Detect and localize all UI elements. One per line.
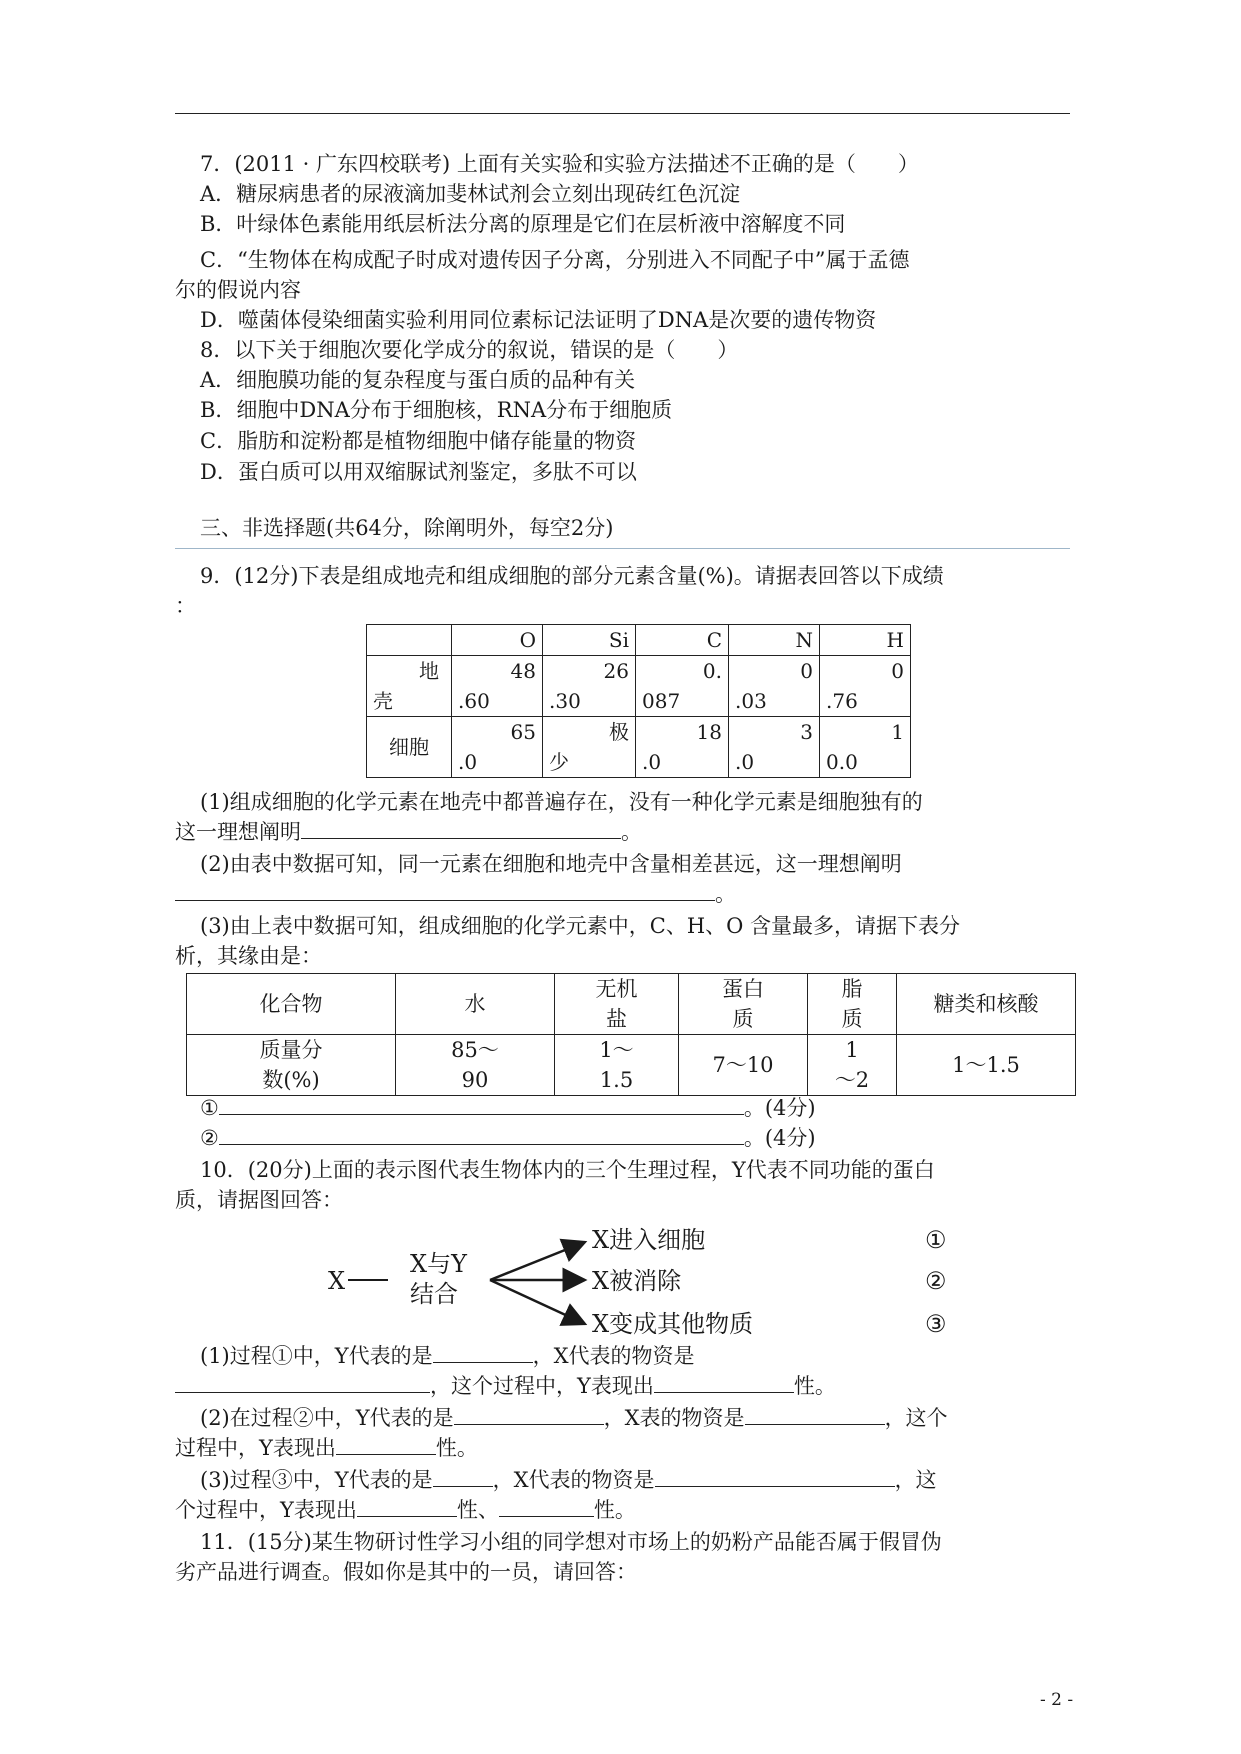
q10-part3: (3)过程③中，Y代表的是 ，X代表的物资是 ，这 <box>200 1468 937 1492</box>
table-row <box>367 625 911 656</box>
q9-blank-1: ① 。(4分) <box>200 1096 816 1120</box>
q7-stem: 7．(2011 · 广东四校联考) 上面有关实验和实验方法描述不正确的是（ ） <box>200 152 919 176</box>
answer-blank[interactable] <box>301 818 621 839</box>
diagram-outcome-1: X进入细胞 <box>592 1226 706 1254</box>
table-header-cell: H <box>820 625 911 656</box>
table-header-cell: 糖类和核酸 <box>897 974 1076 1035</box>
answer-blank[interactable] <box>655 1466 895 1487</box>
answer-blank[interactable] <box>454 1404 604 1425</box>
answer-blank[interactable] <box>219 1094 744 1115</box>
diagram-marker-2: ② <box>925 1267 947 1295</box>
answer-blank[interactable] <box>219 1124 744 1145</box>
q8-option-b: B．细胞中DNA分布于细胞核，RNA分布于细胞质 <box>200 398 673 422</box>
table-cell: 1～1.5 <box>897 1035 1076 1096</box>
table-header-cell: Si <box>543 625 636 656</box>
q9-part2-cont: 。 <box>175 880 736 908</box>
row-label: 细胞 <box>367 717 452 778</box>
table-cell: 85～ 90 <box>396 1035 555 1096</box>
answer-blank[interactable] <box>745 1404 885 1425</box>
table-cell: 极 少 <box>543 717 636 778</box>
table-cell: 26 .30 <box>543 656 636 717</box>
diagram-arrow-1 <box>490 1242 585 1280</box>
table-cell: 1～ 1.5 <box>555 1035 679 1096</box>
table-cell: 1 ～2 <box>808 1035 897 1096</box>
table-header-cell <box>367 625 452 656</box>
q10-part3-cont: 个过程中，Y表现出 性、 性。 <box>175 1498 636 1522</box>
q9-part3: (3)由上表中数据可知，组成细胞的化学元素中，C、H、O 含量最多，请据下表分 <box>200 914 961 938</box>
row-label: 地 壳 <box>367 656 452 717</box>
diagram-source-x: X <box>328 1267 346 1295</box>
q10-part1: (1)过程①中，Y代表的是 ，X代表的物资是 <box>200 1344 695 1368</box>
table-header-cell: C <box>636 625 729 656</box>
table-header-cell: N <box>729 625 820 656</box>
q7-option-d: D．噬菌体侵染细菌实验利用同位素标记法证明了DNA是次要的遗传物资 <box>200 308 877 332</box>
answer-blank[interactable] <box>357 1496 457 1517</box>
answer-blank[interactable] <box>175 880 715 901</box>
compound-content-table <box>186 973 1076 1096</box>
q8-option-c: C．脂肪和淀粉都是植物细胞中储存能量的物资 <box>200 429 637 453</box>
element-content-table <box>366 624 911 778</box>
q11-stem-cont: 劣产品进行调查。假如你是其中的一员，请回答： <box>175 1560 637 1584</box>
table-cell: 0 .76 <box>820 656 911 717</box>
table-cell: 3 .0 <box>729 717 820 778</box>
q8-option-a: A．细胞膜功能的复杂程度与蛋白质的品种有关 <box>200 368 636 392</box>
q7-option-c-cont: 尔的假说内容 <box>175 278 301 302</box>
q10-part2-cont: 过程中，Y表现出 性。 <box>175 1436 478 1460</box>
diagram-marker-3: ③ <box>925 1310 947 1338</box>
answer-blank[interactable] <box>499 1496 594 1517</box>
table-row <box>187 1035 1076 1096</box>
table-row <box>367 717 911 778</box>
q9-part3-cont: 析，其缘由是： <box>175 944 322 968</box>
table-cell: 7～10 <box>679 1035 808 1096</box>
table-header-cell: 化合物 <box>187 974 396 1035</box>
q7-option-b: B．叶绿体色素能用纸层析法分离的原理是它们在层析液中溶解度不同 <box>200 212 846 236</box>
q9-stem: 9．(12分)下表是组成地壳和组成细胞的部分元素含量(%)。请据表回答以下成绩 <box>200 564 944 588</box>
answer-blank[interactable] <box>654 1372 794 1393</box>
q7-option-a: A．糖尿病患者的尿液滴加斐林试剂会立刻出现砖红色沉淀 <box>200 182 741 206</box>
q9-blank-2: ② 。(4分) <box>200 1126 816 1150</box>
table-header-cell: 蛋白 质 <box>679 974 808 1035</box>
page-number: - 2 - <box>1040 1690 1074 1710</box>
q9-part1-cont: 这一理想阐明 。 <box>175 820 642 844</box>
q8-option-d: D．蛋白质可以用双缩脲试剂鉴定，多肽不可以 <box>200 460 637 484</box>
section-title: 三、非选择题(共64分，除阐明外，每空2分) <box>200 516 614 540</box>
table-cell: 65 .0 <box>452 717 543 778</box>
diagram-outcome-3: X变成其他物质 <box>592 1310 754 1338</box>
table-cell: 0 .03 <box>729 656 820 717</box>
table-header-cell: 水 <box>396 974 555 1035</box>
q9-part2: (2)由表中数据可知，同一元素在细胞和地壳中含量相差甚远，这一理想阐明 <box>200 852 902 876</box>
diagram-arrow-3 <box>490 1280 585 1324</box>
q9-stem-cont: ： <box>175 594 196 618</box>
diagram-combine-label: X与Y <box>410 1250 467 1278</box>
q8-stem: 8．以下关于细胞次要化学成分的叙说，错误的是（ ） <box>200 338 739 362</box>
q10-stem-cont: 质，请据图回答： <box>175 1188 343 1212</box>
diagram-marker-1: ① <box>925 1226 947 1254</box>
table-cell: 1 0.0 <box>820 717 911 778</box>
answer-blank[interactable] <box>175 1372 430 1393</box>
q10-part1-cont: ，这个过程中，Y表现出 性。 <box>175 1372 836 1400</box>
table-header-cell: 脂 质 <box>808 974 897 1035</box>
q11-stem: 11．(15分)某生物研讨性学习小组的同学想对市场上的奶粉产品能否属于假冒伪 <box>200 1530 942 1554</box>
diagram-combine-label-2: 结合 <box>410 1280 458 1308</box>
table-row <box>367 656 911 717</box>
process-diagram <box>320 1220 1000 1350</box>
answer-blank[interactable] <box>433 1466 493 1487</box>
section-rule <box>175 548 1070 549</box>
answer-blank[interactable] <box>433 1342 533 1363</box>
table-row <box>187 974 1076 1035</box>
header-rule <box>175 113 1070 114</box>
q10-stem: 10．(20分)上面的表示图代表生物体内的三个生理过程，Y代表不同功能的蛋白 <box>200 1158 935 1182</box>
table-cell: 0. 087 <box>636 656 729 717</box>
answer-blank[interactable] <box>336 1434 436 1455</box>
table-header-cell: 无机 盐 <box>555 974 679 1035</box>
table-header-cell: O <box>452 625 543 656</box>
q10-part2: (2)在过程②中，Y代表的是 ，X表的物资是 ，这个 <box>200 1406 948 1430</box>
table-cell: 48 .60 <box>452 656 543 717</box>
row-label: 质量分 数(%) <box>187 1035 396 1096</box>
table-cell: 18 .0 <box>636 717 729 778</box>
q7-option-c: C．“生物体在构成配子时成对遗传因子分离，分别进入不同配子中”属于孟德 <box>200 248 910 272</box>
q9-part1: (1)组成细胞的化学元素在地壳中都普遍存在，没有一种化学元素是细胞独有的 <box>200 790 923 814</box>
diagram-outcome-2: X被消除 <box>592 1267 682 1295</box>
